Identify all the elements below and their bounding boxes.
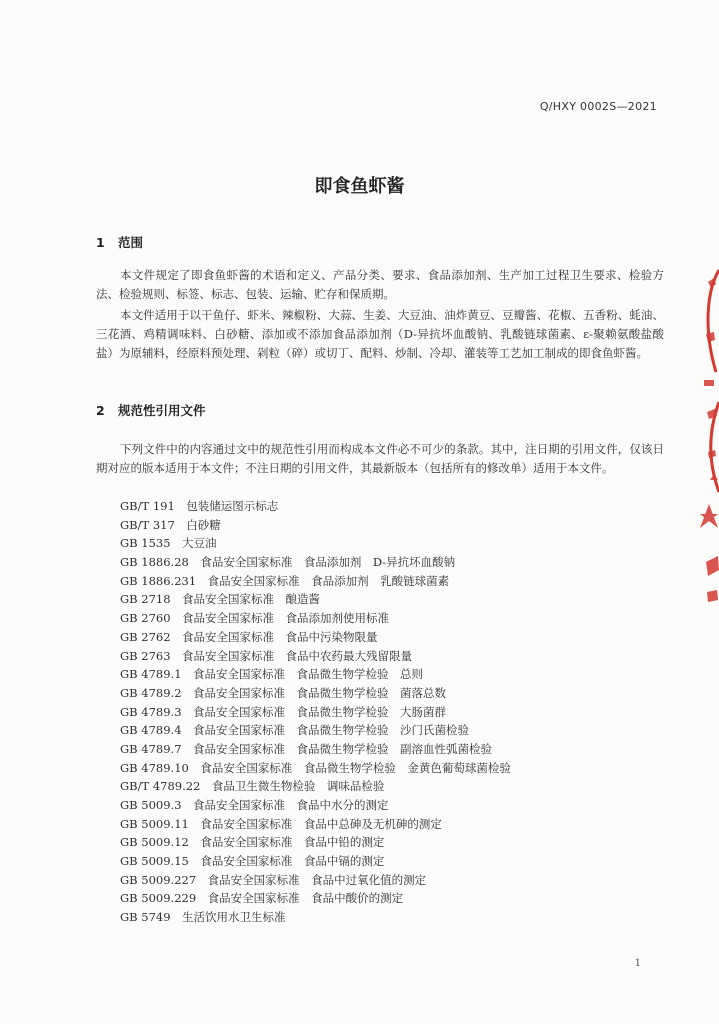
reference-item: GB/T 4789.22 食品卫生微生物检验 调味品检验	[120, 779, 385, 794]
reference-item: GB 4789.10 食品安全国家标准 食品微生物学检验 金黄色葡萄球菌检验	[120, 760, 511, 775]
document-title: 即食鱼虾酱	[314, 176, 405, 197]
reference-item: GB 5009.12 食品安全国家标准 食品中铅的测定	[120, 835, 385, 850]
reference-item: GB 5009.229 食品安全国家标准 食品中酸价的测定	[120, 891, 404, 906]
standard-code: Q/HXY 0002S—2021	[539, 100, 657, 113]
reference-item: GB 4789.7 食品安全国家标准 食品微生物学检验 副溶血性弧菌检验	[120, 741, 493, 756]
reference-item: GB 1535 大豆油	[120, 536, 217, 551]
reference-item: GB 4789.2 食品安全国家标准 食品微生物学检验 菌落总数	[120, 685, 447, 700]
reference-list	[120, 497, 680, 927]
section-title: 规范性引用文件	[118, 403, 206, 418]
reference-item: GB 2718 食品安全国家标准 酿造酱	[120, 592, 321, 607]
reference-item: GB 4789.4 食品安全国家标准 食品微生物学检验 沙门氏菌检验	[120, 723, 470, 738]
reference-item: GB/T 191 包装储运图示标志	[120, 499, 279, 513]
reference-item: GB 1886.231 食品安全国家标准 食品添加剂 乳酸链球菌素	[120, 573, 450, 588]
section-heading-normative-references	[96, 401, 206, 419]
reference-item: GB 2762 食品安全国家标准 食品中污染物限量	[120, 629, 378, 644]
section-number: 1	[96, 235, 105, 250]
section-title: 范围	[118, 235, 144, 250]
scope-paragraph-1: 本文件规定了即食鱼虾酱的术语和定义、产品分类、要求、食品添加剂、生产加工过程卫生要求、检验方法、检验规则、标签、标志、包装、运输、贮存和保质期。	[96, 268, 664, 301]
reference-item: GB 1886.28 食品安全国家标准 食品添加剂 D-异抗坏血酸钠	[120, 555, 456, 570]
seal-stamp-icon	[686, 262, 719, 622]
reference-item: GB 2763 食品安全国家标准 食品中农药最大残留限量	[120, 648, 413, 663]
reference-item: GB 4789.3 食品安全国家标准 食品微生物学检验 大肠菌群	[120, 704, 447, 719]
section-number: 2	[96, 403, 105, 418]
reference-item: GB 5009.11 食品安全国家标准 食品中总砷及无机砷的测定	[120, 816, 442, 831]
reference-item: GB 2760 食品安全国家标准 食品添加剂使用标准	[120, 611, 390, 626]
reference-item: GB 5009.3 食品安全国家标准 食品中水分的测定	[120, 798, 389, 812]
scope-paragraph-2: 本文件适用于以干鱼仔、虾米、辣椒粉、大蒜、生姜、大豆油、油炸黄豆、豆瓣酱、花椒、五香粉、蚝油、三花酒、鸡精调味料、白砂糖、添加或不添加食品添加剂（D-异抗坏血酸钠、乳酸链球菌素、ε-聚赖氨酸盐酸盐）为原辅料，经原料预处理、剁粒（碎）或切丁、配料、炒制、冷却、灌装等工艺加工制成的即食鱼虾酱。	[96, 308, 664, 360]
reference-item: GB 5749 生活饮用水卫生标准	[120, 910, 286, 925]
reference-item: GB/T 317 白砂糖	[120, 517, 221, 532]
section-heading-scope	[96, 233, 143, 251]
references-intro-paragraph: 下列文件中的内容通过文中的规范性引用而构成本文件必不可少的条款。其中，注日期的引用文件，仅该日期对应的版本适用于本文件；不注日期的引用文件，其最新版本（包括所有的修改单）适用于本文件。	[96, 442, 664, 475]
reference-item: GB 4789.1 食品安全国家标准 食品微生物学检验 总则	[120, 667, 424, 682]
reference-item: GB 5009.15 食品安全国家标准 食品中镉的测定	[120, 854, 385, 869]
page-number: 1	[634, 958, 641, 969]
reference-item: GB 5009.227 食品安全国家标准 食品中过氧化值的测定	[120, 872, 427, 887]
